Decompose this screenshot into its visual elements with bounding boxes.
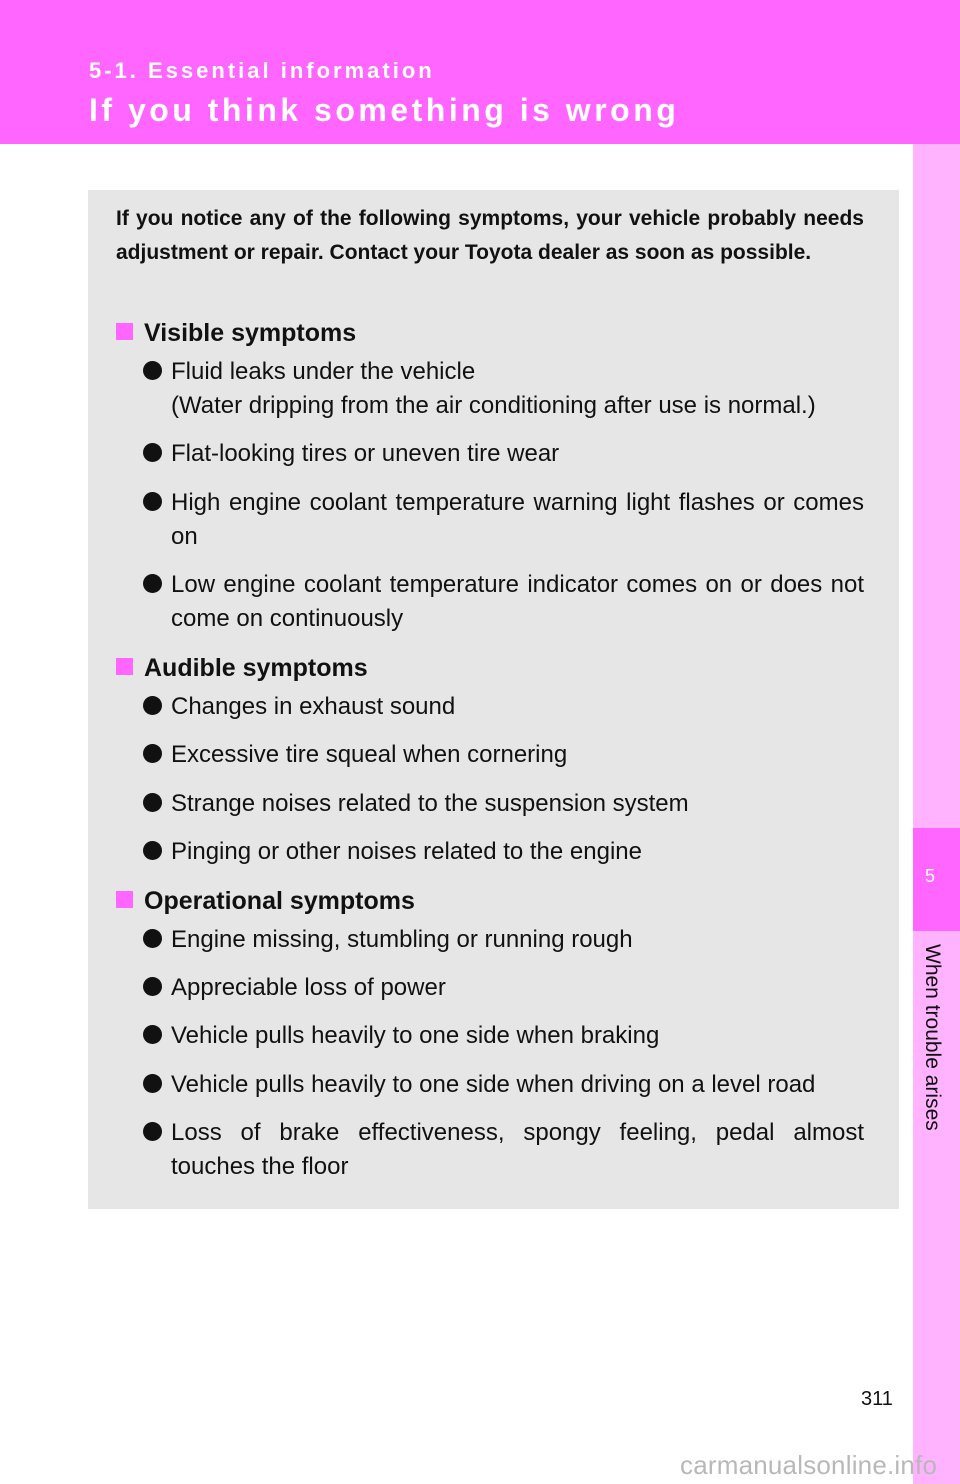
page-number: 311	[861, 1388, 893, 1410]
bullet-icon	[143, 841, 162, 860]
pink-square-icon	[116, 658, 133, 675]
page-header	[0, 0, 960, 144]
list-item-text: Strange noises related to the suspension system	[171, 790, 689, 817]
list-item-text: High engine coolant temperature warning light flashes or comes on	[171, 489, 864, 550]
list-item-text: Fluid leaks under the vehicle (Water dripping from the air conditioning after use is normal.)	[171, 358, 816, 419]
section-heading-label: Visible symptoms	[144, 319, 357, 347]
bullet-icon	[143, 696, 162, 715]
list-item	[143, 690, 864, 724]
list-item-text: Excessive tire squeal when cornering	[171, 741, 568, 768]
intro-text: If you notice any of the following symptoms, your vehicle probably needs adjustment or repair. Contact your Toyota dealer as soon as possible.	[116, 207, 864, 264]
bullet-icon	[143, 1122, 162, 1141]
list-item	[143, 1116, 864, 1184]
chapter-number: 5	[924, 866, 935, 886]
list-item	[143, 437, 864, 471]
list-item-text: Low engine coolant temperature indicator comes on or does not come on continuously	[171, 571, 864, 632]
list-item	[143, 835, 864, 869]
list-item	[143, 486, 864, 554]
pink-square-icon	[116, 323, 133, 340]
list-item	[143, 568, 864, 636]
section-heading-label: Operational symptoms	[144, 887, 415, 915]
bullet-icon	[143, 977, 162, 996]
list-item	[143, 355, 864, 423]
list-item	[143, 738, 864, 772]
list-item-text: Vehicle pulls heavily to one side when braking	[171, 1022, 660, 1049]
list-item-text: Engine missing, stumbling or running rough	[171, 926, 633, 953]
bullet-icon	[143, 793, 162, 812]
list-item-text: Vehicle pulls heavily to one side when driving on a level road	[171, 1071, 816, 1098]
bullet-icon	[143, 574, 162, 593]
list-item	[143, 971, 864, 1005]
section-heading-operational	[116, 886, 415, 916]
list-item	[143, 1019, 864, 1053]
section-heading-visible	[116, 318, 356, 348]
chapter-tab	[913, 828, 960, 931]
bullet-icon	[143, 443, 162, 462]
bullet-icon	[143, 1074, 162, 1093]
list-item-text: Flat-looking tires or uneven tire wear	[171, 440, 560, 467]
section-heading-audible	[116, 653, 368, 683]
watermark: carmanualsonline.info	[680, 1450, 938, 1480]
list-item	[143, 923, 864, 957]
page-title: If you think something is wrong	[89, 92, 680, 128]
list-item	[143, 787, 864, 821]
bullet-icon	[143, 929, 162, 948]
bullet-icon	[143, 1025, 162, 1044]
list-item-text: Changes in exhaust sound	[171, 693, 456, 720]
section-label: 5-1. Essential information	[89, 58, 435, 83]
symptoms-box	[88, 190, 899, 1209]
bullet-icon	[143, 492, 162, 511]
side-tab	[913, 144, 960, 1484]
list-item-text: Appreciable loss of power	[171, 974, 446, 1001]
list-item-text: Pinging or other noises related to the engine	[171, 838, 642, 865]
bullet-icon	[143, 744, 162, 763]
list-item-text: Loss of brake effectiveness, spongy feeling, pedal almost touches the floor	[171, 1119, 864, 1180]
chapter-title: When trouble arises	[921, 944, 944, 1131]
pink-square-icon	[116, 891, 133, 908]
list-item	[143, 1068, 864, 1102]
section-heading-label: Audible symptoms	[144, 654, 368, 682]
bullet-icon	[143, 361, 162, 380]
